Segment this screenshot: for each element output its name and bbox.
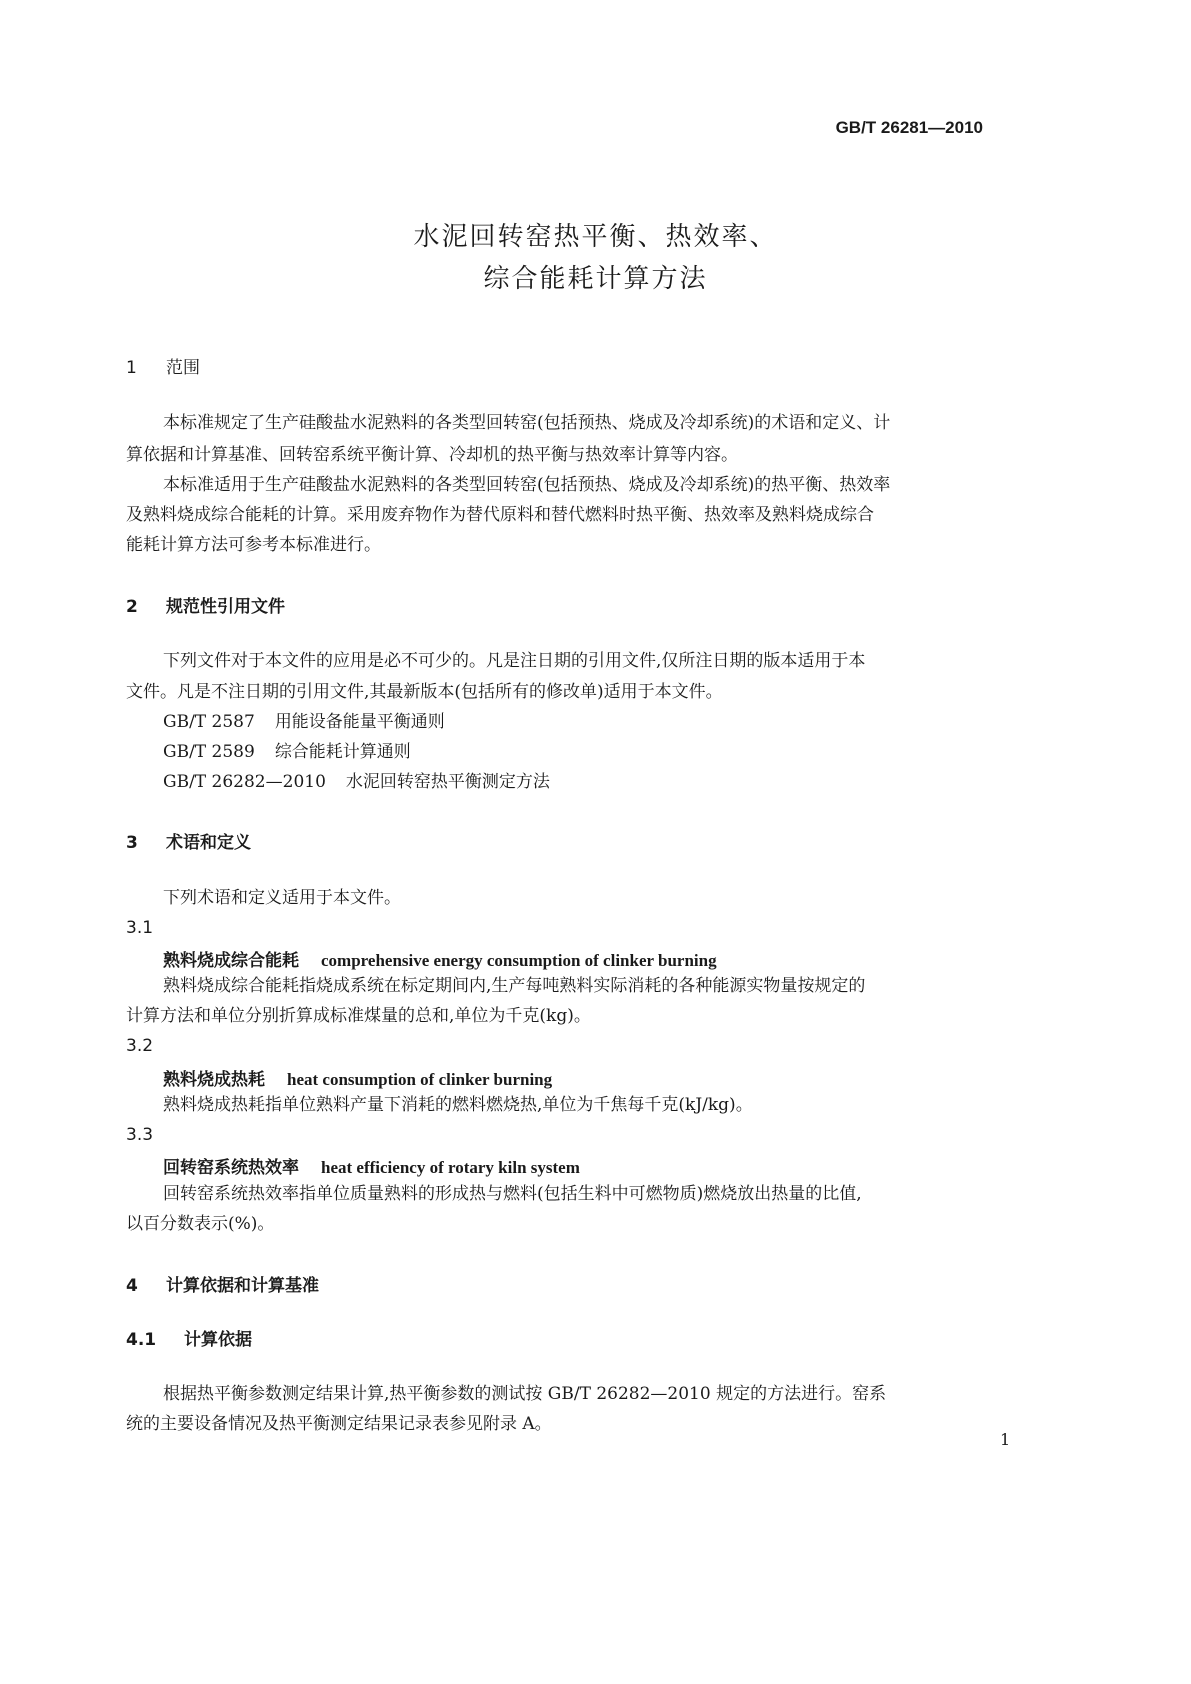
reference-code: GB/T 2587 (163, 712, 255, 732)
term-en: comprehensive energy consumption of clinker burning (321, 951, 717, 970)
s3-intro: 下列术语和定义适用于本文件。 (163, 888, 401, 908)
subsection-number: 4.1 (126, 1330, 157, 1350)
reference-item (163, 766, 550, 798)
term-definition-line-2: 以百分数表示(%)。 (126, 1214, 275, 1234)
term-zh: 回转窑系统热效率 (163, 1158, 299, 1178)
term-number: 3.1 (126, 918, 154, 938)
s1-paragraph-1-line-1: 本标准规定了生产硅酸盐水泥熟料的各类型回转窑(包括预热、烧成及冷却系统)的术语和定义、计 (163, 413, 891, 433)
s2-paragraph-line-1: 下列文件对于本文件的应用是必不可少的。凡是注日期的引用文件,仅所注日期的版本适用于本 (163, 651, 866, 671)
reference-code: GB/T 26282—2010 (163, 772, 326, 792)
term-number: 3.3 (126, 1125, 154, 1145)
section-3-heading (126, 828, 251, 853)
reference-code: GB/T 2589 (163, 742, 255, 762)
section-number: 3 (126, 833, 138, 853)
term-definition-line-1: 熟料烧成综合能耗指烧成系统在标定期间内,生产每吨熟料实际消耗的各种能源实物量按规定的 (163, 976, 866, 996)
section-title: 规范性引用文件 (166, 597, 285, 617)
term-en: heat efficiency of rotary kiln system (321, 1158, 580, 1177)
section-number: 1 (126, 358, 137, 378)
s1-paragraph-1-line-2: 算依据和计算基准、回转窑系统平衡计算、冷却机的热平衡与热效率计算等内容。 (126, 445, 738, 465)
term-heading (163, 946, 717, 971)
term-en: heat consumption of clinker burning (287, 1070, 553, 1089)
document-code: GB/T 26281—2010 (835, 118, 983, 137)
s1-paragraph-2-line-2: 及熟料烧成综合能耗的计算。采用废弃物作为替代原料和替代燃料时热平衡、热效率及熟料烧成综合 (126, 505, 874, 525)
term-heading (163, 1065, 552, 1090)
term-zh: 熟料烧成综合能耗 (163, 951, 299, 971)
s4-1-paragraph-line-1: 根据热平衡参数测定结果计算,热平衡参数的测试按 GB/T 26282—2010 规定的方法进行。窑系 (163, 1384, 887, 1404)
s4-1-paragraph-line-2: 统的主要设备情况及热平衡测定结果记录表参见附录 A。 (126, 1414, 552, 1434)
section-title: 计算依据和计算基准 (166, 1276, 319, 1296)
term-definition-line-1: 熟料烧成热耗指单位熟料产量下消耗的燃料燃烧热,单位为千焦每千克(kJ/kg)。 (163, 1095, 753, 1115)
reference-title: 综合能耗计算通则 (274, 742, 411, 762)
term-definition-line-1: 回转窑系统热效率指单位质量熟料的形成热与燃料(包括生料中可燃物质)燃烧放出热量的比值, (163, 1184, 862, 1204)
subsection-title: 计算依据 (184, 1330, 252, 1350)
section-2-heading (126, 592, 285, 617)
term-definition-line-2: 计算方法和单位分别折算成标准煤量的总和,单位为千克(kg)。 (126, 1006, 591, 1026)
page-number: 1 (1000, 1430, 1011, 1449)
term-zh: 熟料烧成热耗 (163, 1070, 265, 1090)
reference-item (163, 706, 445, 738)
document-title-line-2: 综合能耗计算方法 (483, 264, 708, 294)
s1-paragraph-2-line-1: 本标准适用于生产硅酸盐水泥熟料的各类型回转窑(包括预热、烧成及冷却系统)的热平衡、热效率 (163, 475, 891, 495)
section-number: 2 (126, 597, 138, 617)
reference-title: 水泥回转窑热平衡测定方法 (345, 772, 550, 792)
section-title: 范围 (166, 358, 200, 378)
term-heading (163, 1153, 580, 1178)
section-number: 4 (126, 1276, 138, 1296)
s2-paragraph-line-2: 文件。凡是不注日期的引用文件,其最新版本(包括所有的修改单)适用于本文件。 (126, 682, 723, 702)
reference-title: 用能设备能量平衡通则 (274, 712, 445, 732)
section-4-heading (126, 1271, 319, 1296)
s1-paragraph-2-line-3: 能耗计算方法可参考本标准进行。 (126, 535, 381, 555)
section-title: 术语和定义 (166, 833, 251, 853)
term-number: 3.2 (126, 1036, 154, 1056)
document-title-line-1: 水泥回转窑热平衡、热效率、 (413, 222, 778, 252)
section-1-heading (126, 353, 200, 378)
reference-item (163, 736, 411, 768)
subsection-4-1-heading (126, 1325, 252, 1350)
